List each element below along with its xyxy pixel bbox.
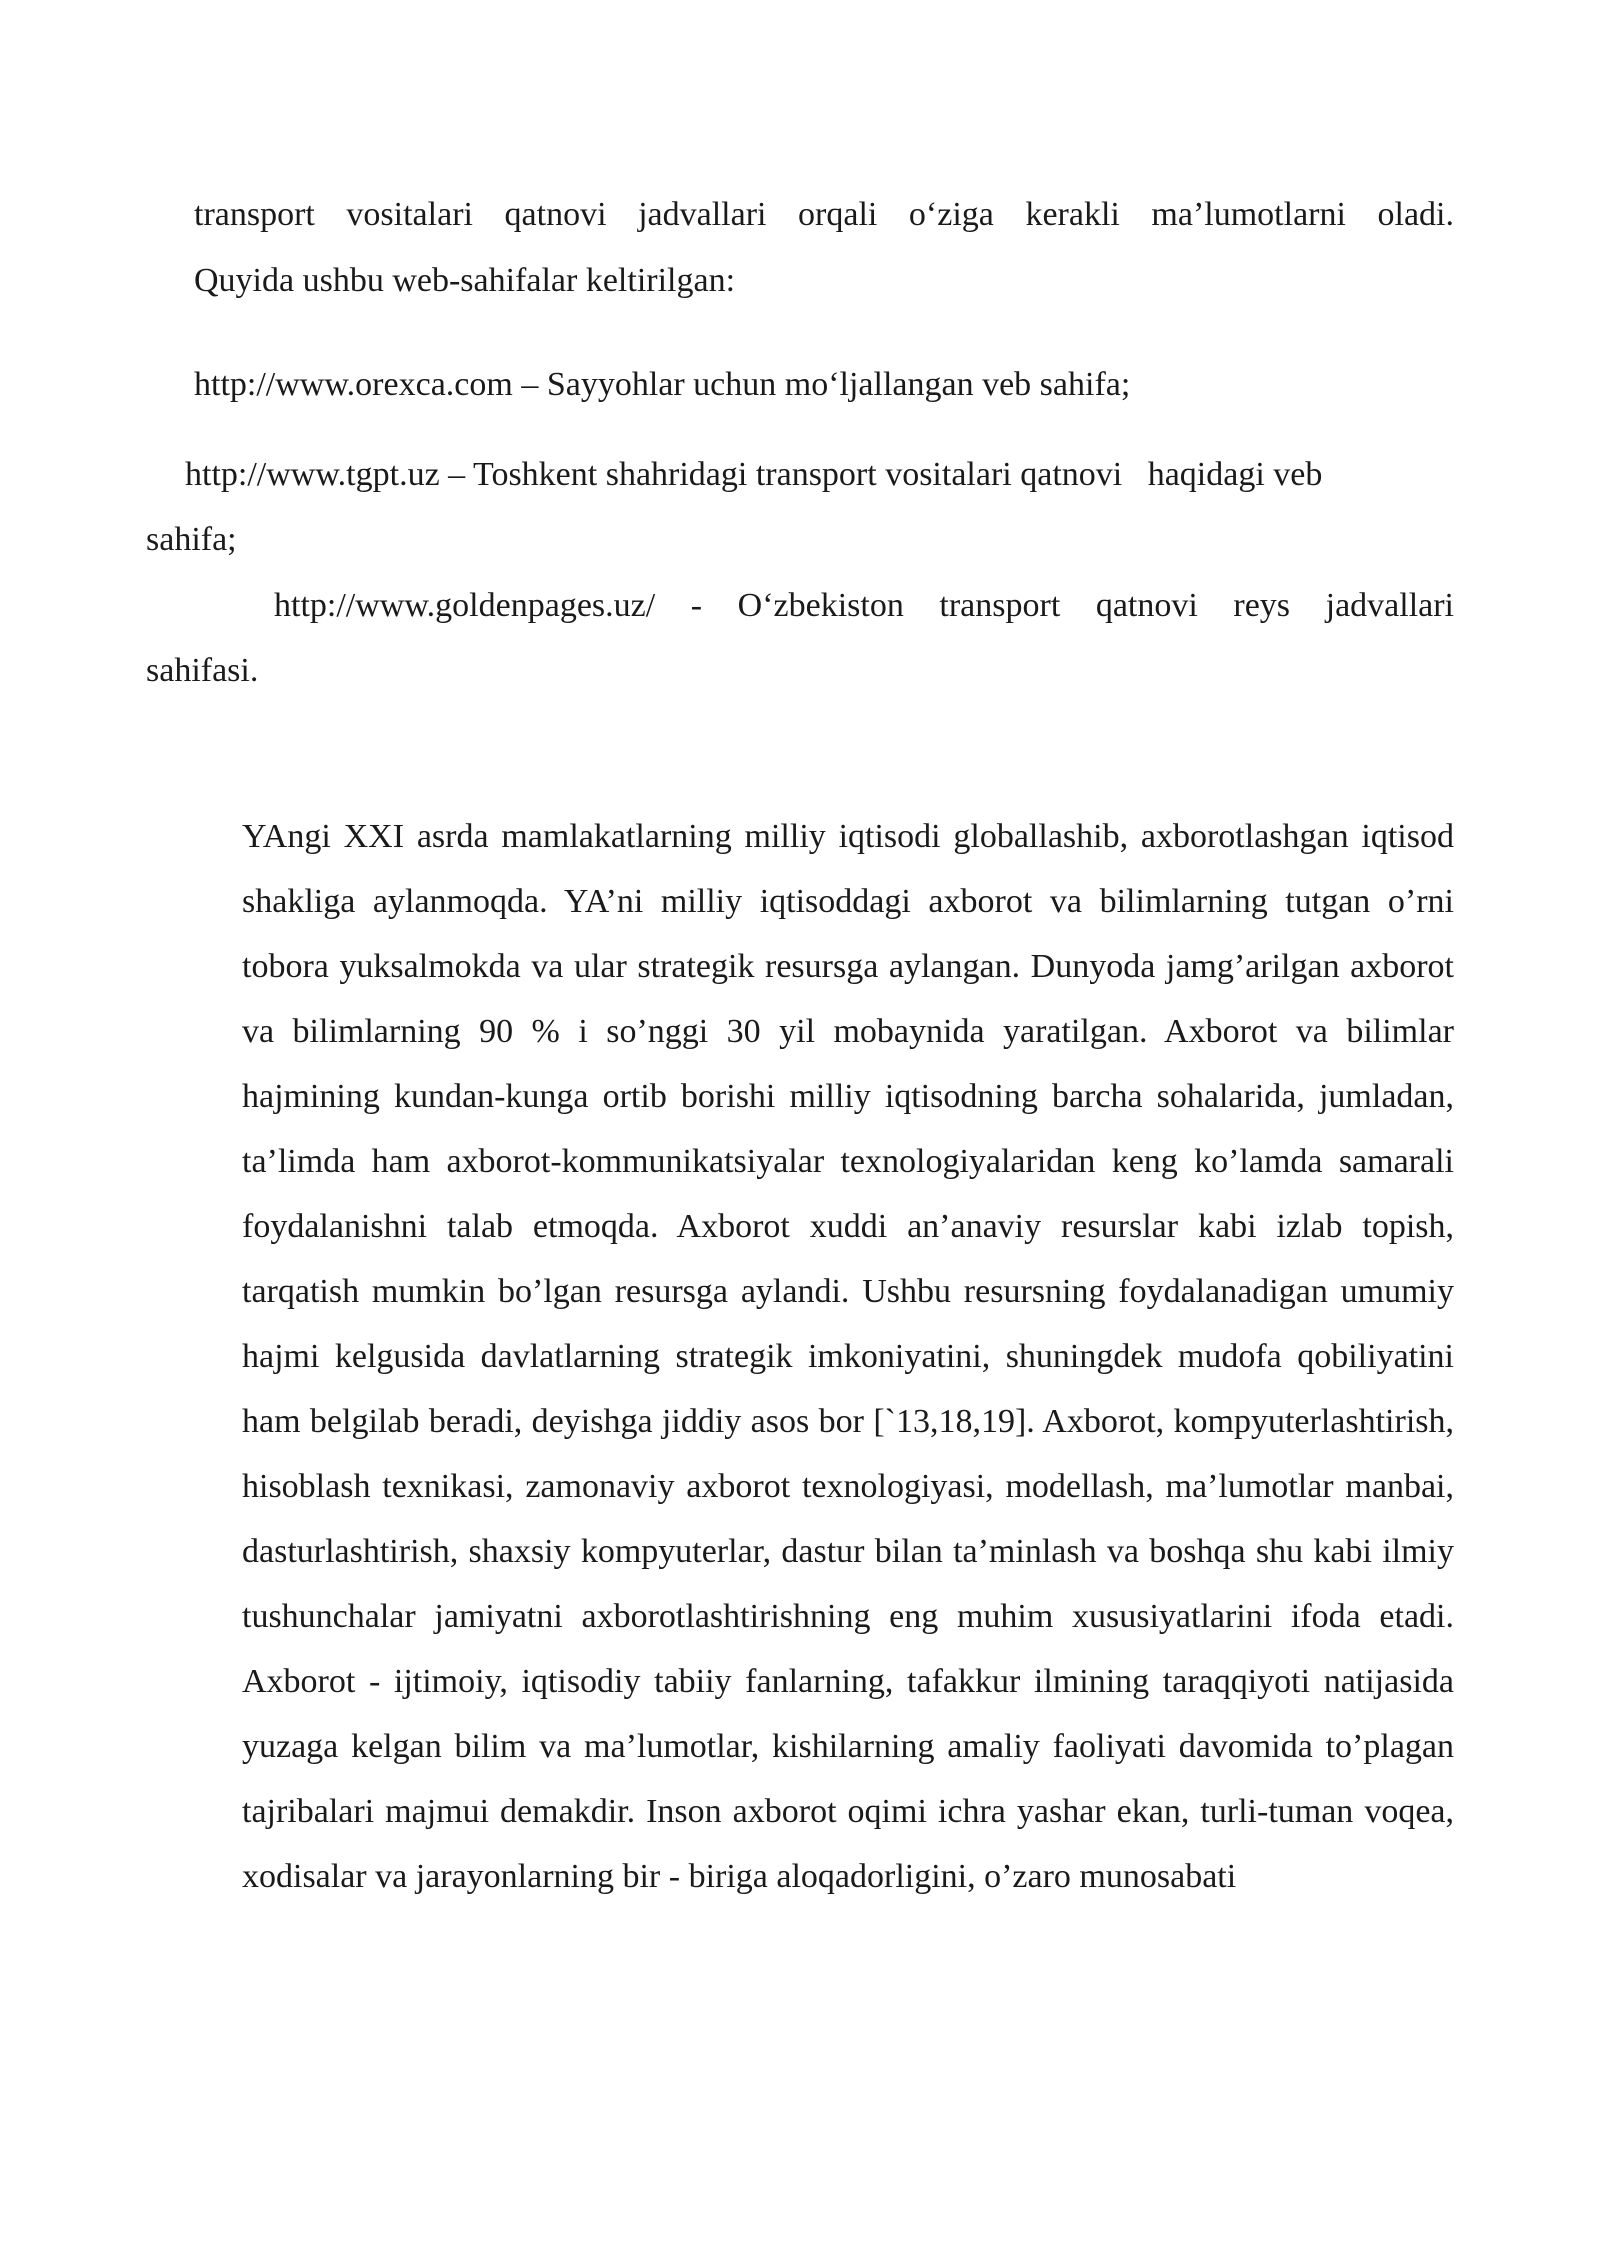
link-tgpt-line-1: http://www.tgpt.uz – Toshkent shahridagi transport vositalari qatnovi haqidagi veb bbox=[185, 456, 1323, 493]
link-goldenpages-line-1: http://www.goldenpages.uz/ - O‘zbekiston transport qatnovi reys jadvallari bbox=[274, 587, 1454, 624]
link-orexca: http://www.orexca.com – Sayyohlar uchun mo‘ljallangan veb sahifa; bbox=[194, 366, 1131, 403]
link-tgpt-line-2: sahifa; bbox=[146, 521, 237, 558]
intro-line-2: Quyida ushbu web-sahifalar keltirilgan: bbox=[194, 262, 736, 299]
intro-line-1: transport vositalari qatnovi jadvallari orqali o‘ziga kerakli ma’lumotlarni oladi. bbox=[194, 196, 1454, 233]
link-goldenpages-line-2: sahifasi. bbox=[146, 652, 259, 689]
body-paragraph: YAngi XXI asrda mamlakatlarning milliy iqtisodi globallashib, axborotlashgan iqtisod shakliga aylanmoqda. YA’ni milliy iqtisoddagi axborot va bilimlarning tutgan o’rni tobora yuksalmokda va ular strategik resursga aylangan. Dunyoda jamg’arilgan axborot va bilimlarning 90 % i so’nggi 30 yil mobaynida yaratilgan. Axborot va bilimlar hajmining kundan-kunga ortib borishi milliy iqtisodning barcha sohalarida, jumladan, ta’limda ham axborot-kommunikatsiyalar texnologiyalaridan keng ko’lamda samarali foydalanishni talab etmoqda. Axborot xuddi an’anaviy resurslar kabi izlab topish, tarqatish mumkin bo’lgan resursga aylandi. Ushbu resursning foydalanadigan umumiy hajmi kelgusida davlatlarning strategik imkoniyatini, shuningdek mudofa qobiliyatini ham belgilab beradi, deyishga jiddiy asos bor [`13,18,19]. Axborot, kompyuterlashtirish, hisoblash texnikasi, zamonaviy axborot texnologiyasi, modellash, ma’lumotlar manbai, dasturlashtirish, shaxsiy kompyuterlar, dastur bilan ta’minlash va boshqa shu kabi ilmiy tushunchalar jamiyatni axborotlashtirishning eng muhim xususiyatlarini ifoda etadi. Axborot - ijtimoiy, iqtisodiy tabiiy fanlarning, tafakkur ilmining taraqqiyoti natijasida yuzaga kelgan bilim va ma’lumotlar, kishilarning amaliy faoliyati davomida to’plagan tajribalari majmui demakdir. Inson axborot oqimi ichra yashar ekan, turli-tuman voqea, xodisalar va jarayonlarning bir - biriga aloqadorligini, o’zaro munosabati bbox=[242, 818, 1454, 1895]
